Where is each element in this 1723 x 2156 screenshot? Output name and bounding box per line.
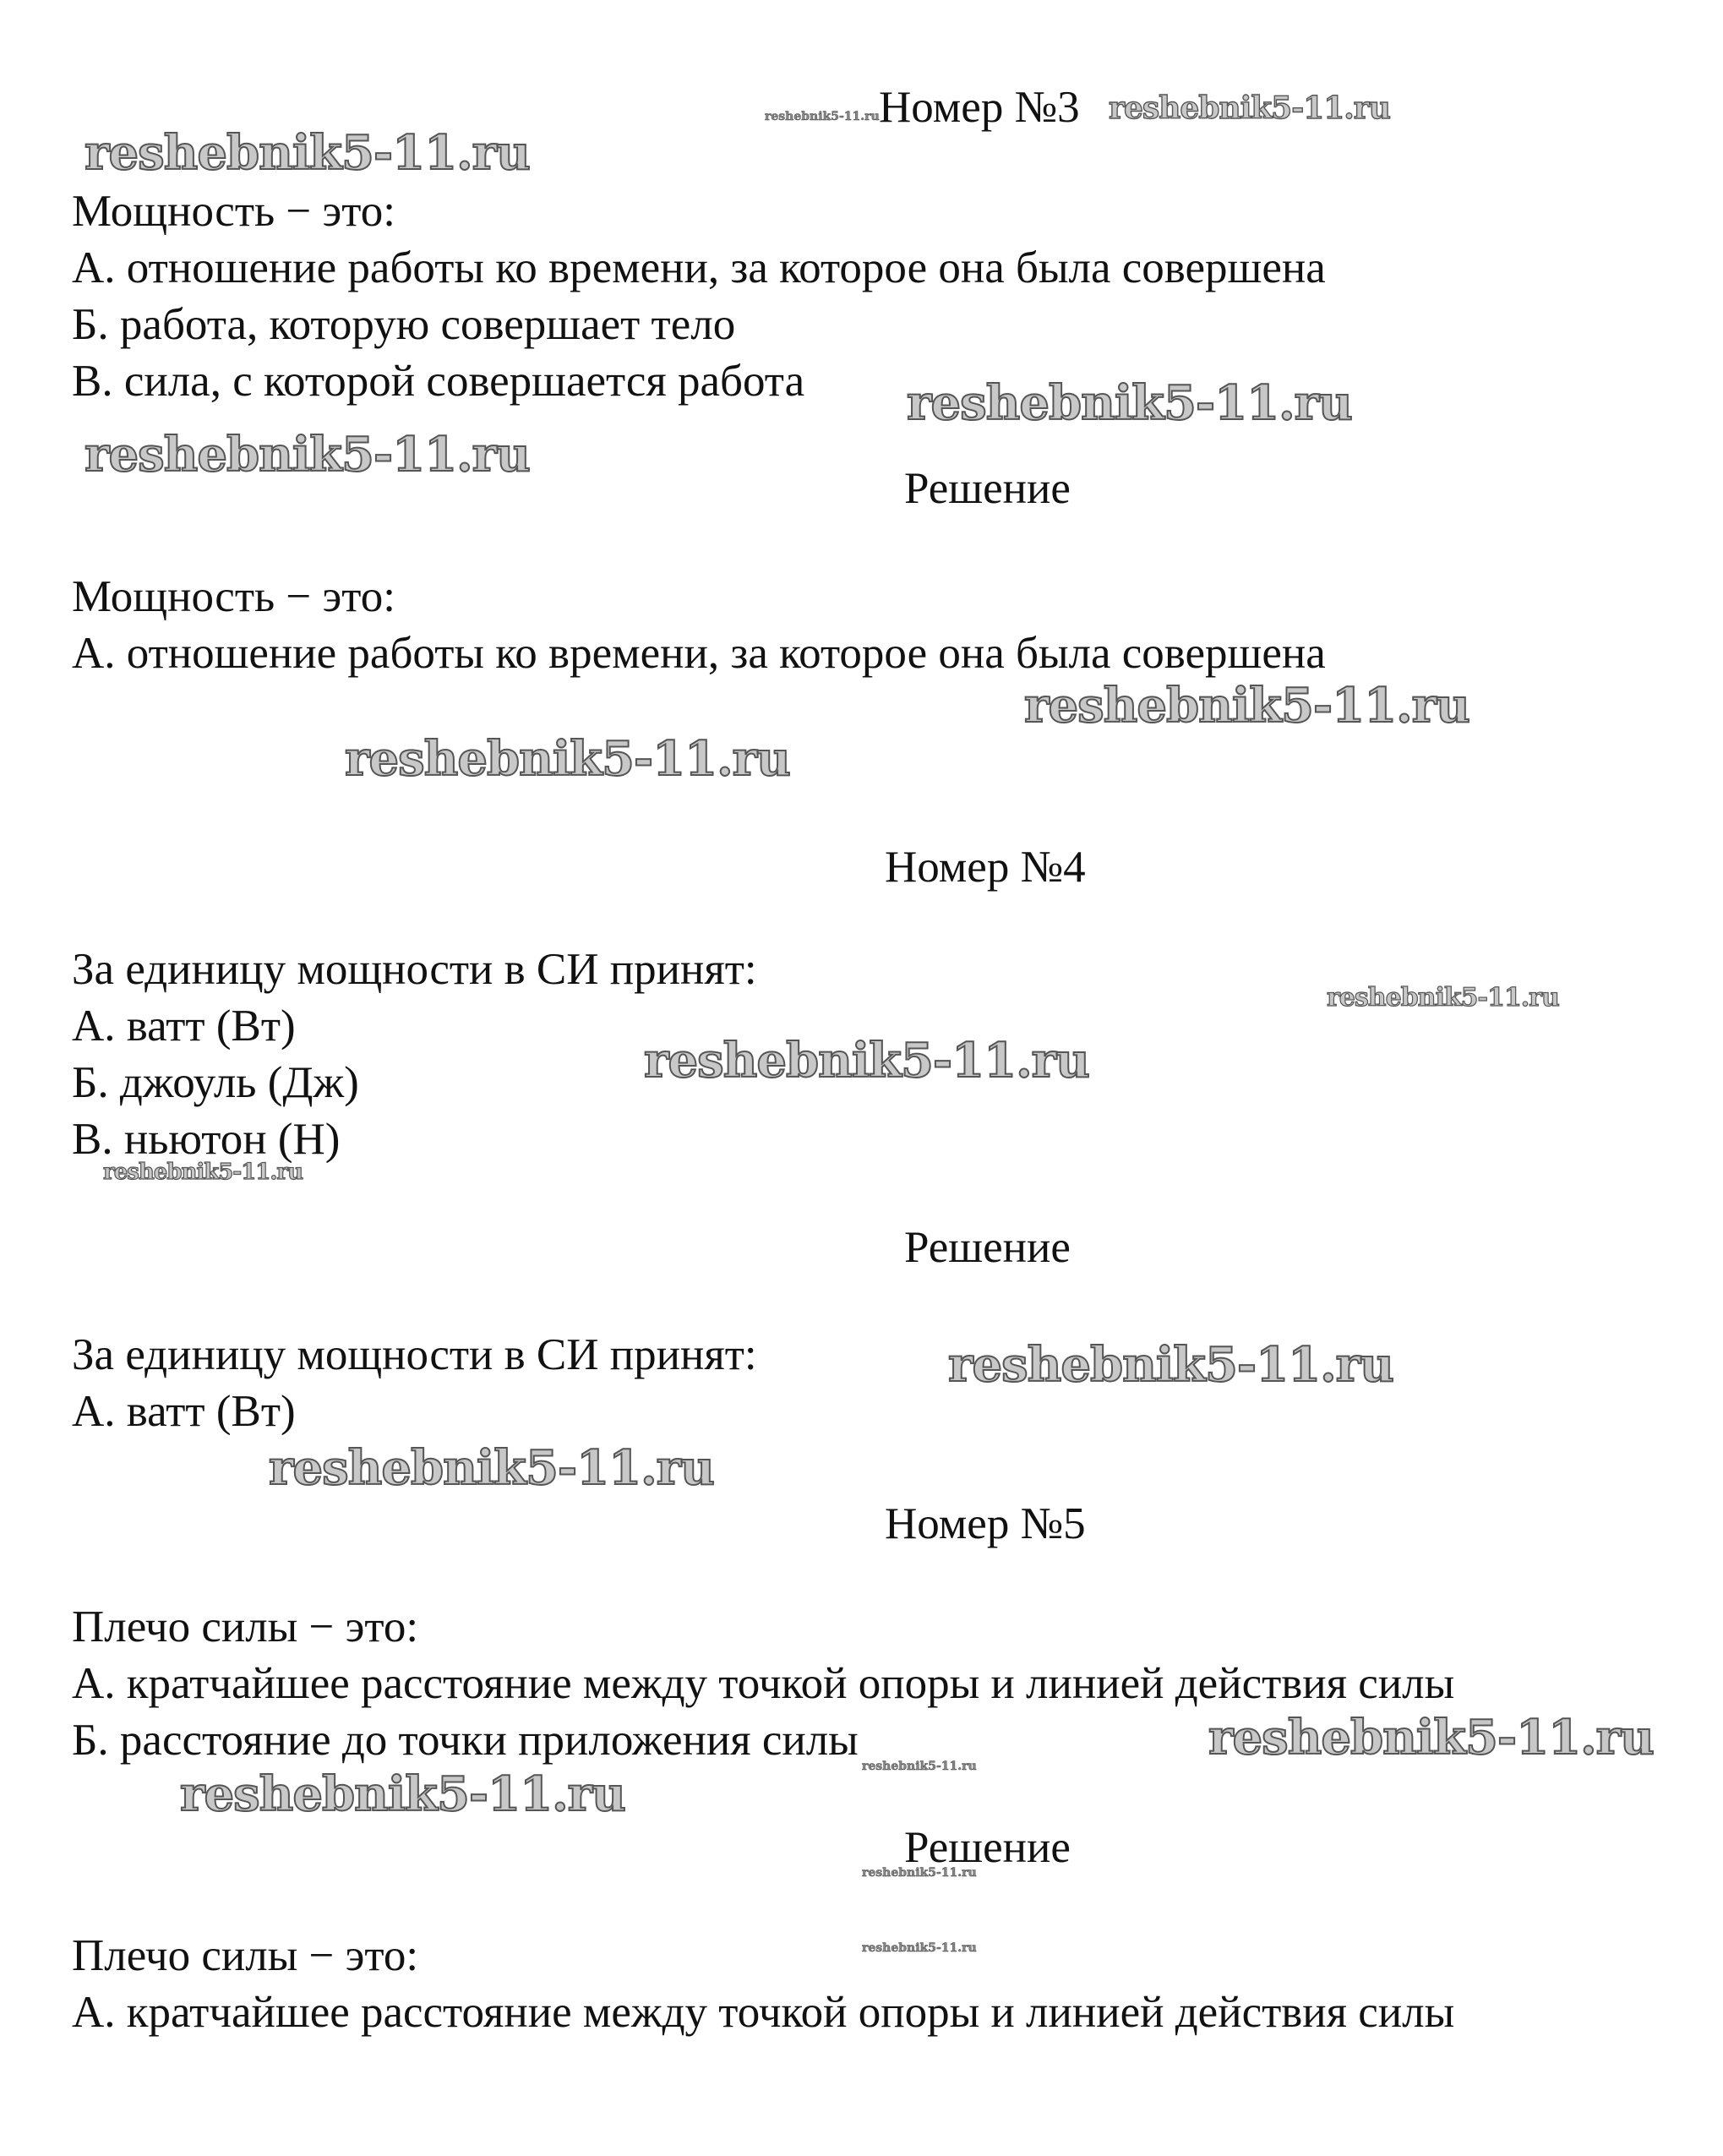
watermark: reshebnik5-11.ru [85, 125, 530, 181]
problem-5-question: Плечо силы − это: [72, 1602, 419, 1651]
watermark: reshebnik5-11.ru [269, 1440, 714, 1496]
problem-3-title: Номер №3 [879, 83, 1080, 132]
watermark: reshebnik5-11.ru [862, 1866, 977, 1880]
problem-5-solution-label: Решение [904, 1823, 1071, 1872]
problem-5-option-b: Б. расстояние до точки приложения силы [72, 1716, 859, 1765]
problem-5-solution-question: Плечо силы − это: [72, 1931, 419, 1980]
watermark: reshebnik5-11.ru [1327, 983, 1559, 1013]
problem-4-answer: А. ватт (Вт) [72, 1387, 296, 1436]
problem-4-title: Номер №4 [885, 843, 1086, 892]
problem-5-answer: А. кратчайшее расстояние между точкой опоры и линией действия силы [72, 1988, 1455, 2037]
problem-3-option-a: А. отношение работы ко времени, за которое она была совершена [72, 243, 1326, 292]
watermark: reshebnik5-11.ru [644, 1033, 1089, 1089]
problem-3-option-c: В. сила, с которой совершается работа [72, 357, 805, 406]
problem-4-solution-label: Решение [904, 1223, 1071, 1272]
problem-3-solution-label: Решение [904, 464, 1071, 513]
watermark: reshebnik5-11.ru [765, 110, 880, 123]
problem-4-option-b: Б. джоуль (Дж) [72, 1058, 359, 1107]
watermark: reshebnik5-11.ru [862, 1760, 977, 1773]
watermark: reshebnik5-11.ru [862, 1941, 977, 1955]
problem-3-question: Мощность − это: [72, 187, 395, 236]
problem-4-option-a: А. ватт (Вт) [72, 1002, 296, 1051]
problem-3-answer: А. отношение работы ко времени, за которое она была совершена [72, 629, 1326, 678]
watermark: reshebnik5-11.ru [180, 1766, 625, 1822]
problem-3-solution-question: Мощность − это: [72, 572, 395, 621]
watermark: reshebnik5-11.ru [907, 375, 1352, 431]
watermark: reshebnik5-11.ru [1109, 90, 1390, 126]
watermark: reshebnik5-11.ru [345, 731, 790, 787]
watermark: reshebnik5-11.ru [948, 1337, 1393, 1393]
watermark: reshebnik5-11.ru [85, 427, 530, 483]
watermark: reshebnik5-11.ru [1208, 1710, 1654, 1766]
problem-5-title: Номер №5 [885, 1499, 1086, 1548]
problem-4-option-c: В. ньютон (Н) [72, 1115, 341, 1164]
problem-3-option-b: Б. работа, которую совершает тело [72, 300, 736, 349]
watermark: reshebnik5-11.ru [103, 1160, 303, 1185]
watermark: reshebnik5-11.ru [1024, 678, 1469, 734]
problem-4-question: За единицу мощности в СИ принят: [72, 945, 757, 994]
problem-5-option-a: А. кратчайшее расстояние между точкой опоры и линией действия силы [72, 1659, 1455, 1708]
problem-4-solution-question: За единицу мощности в СИ принят: [72, 1330, 757, 1379]
